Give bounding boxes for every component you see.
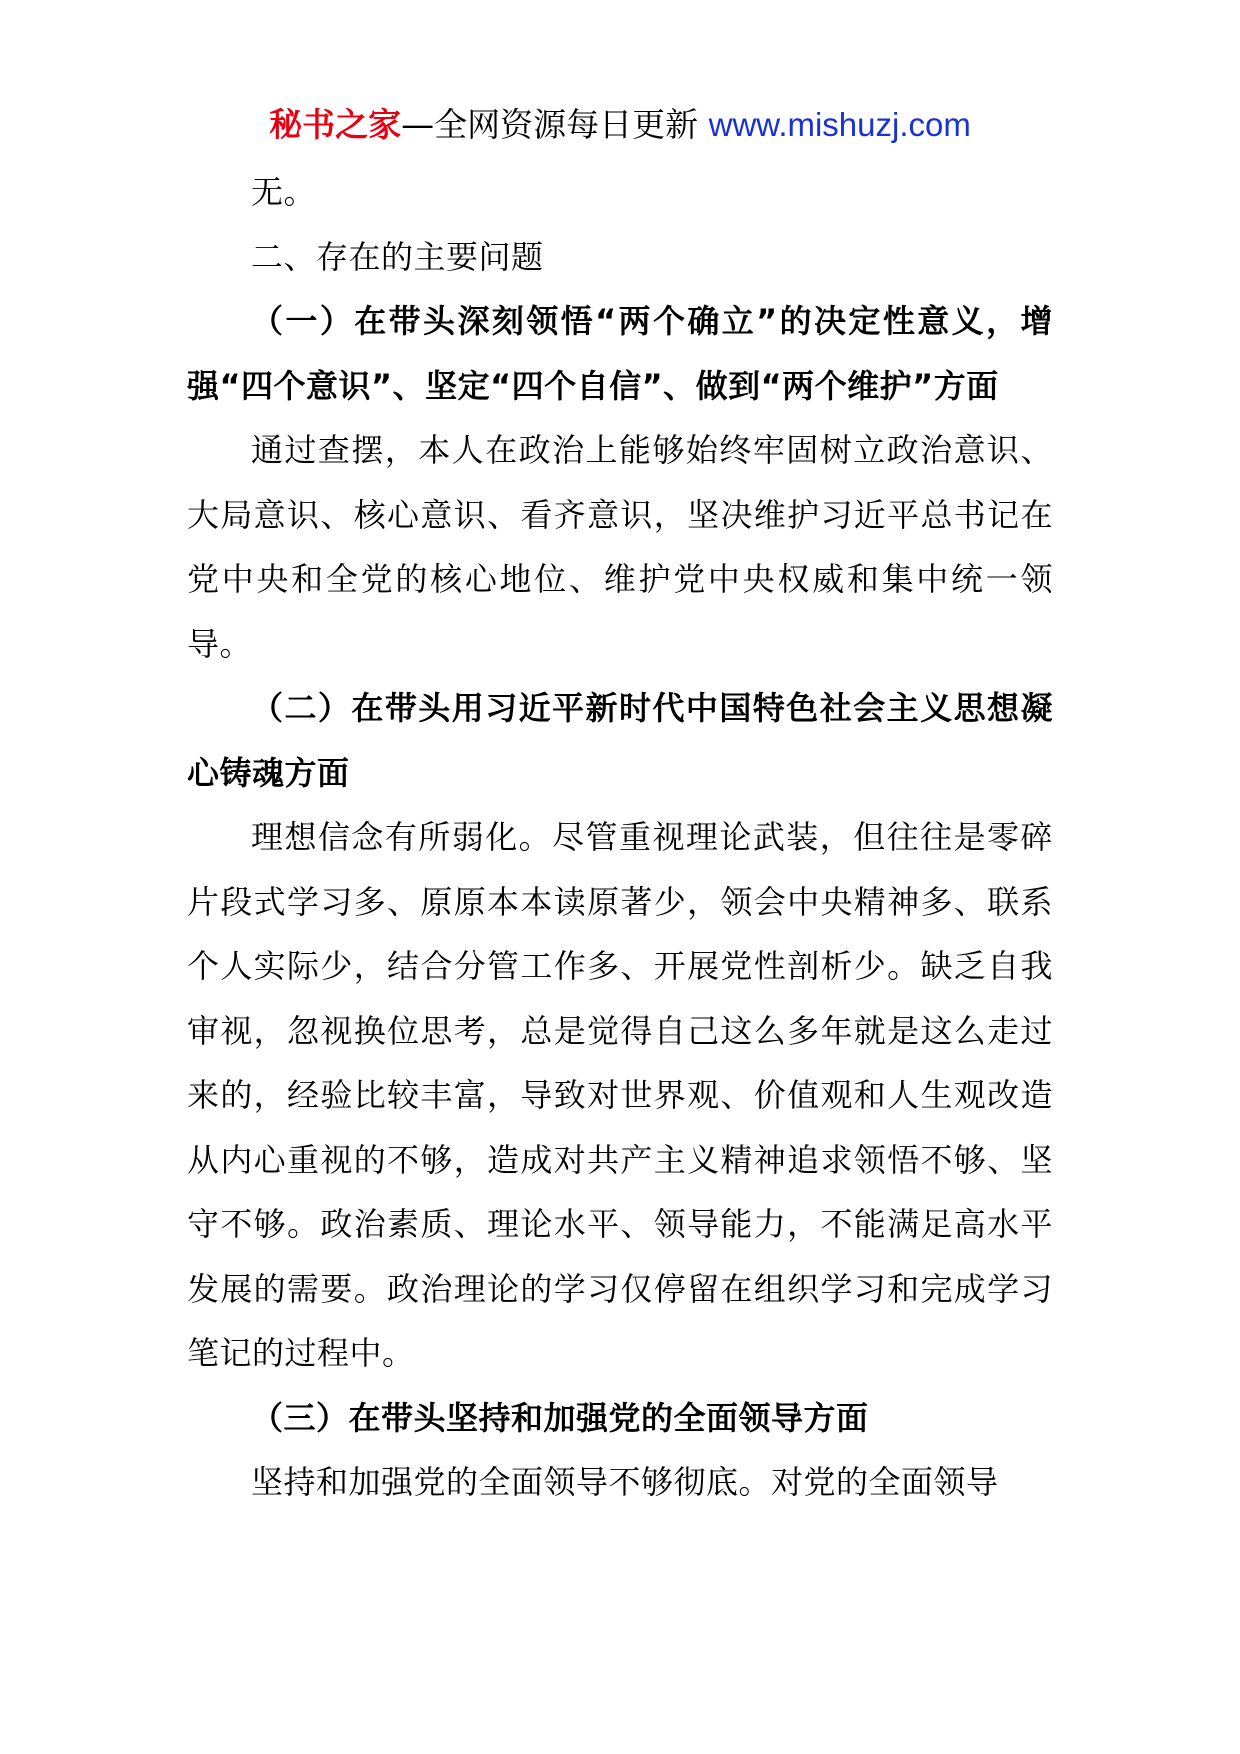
page-header: [0, 100, 1240, 150]
paragraph-none: 无。: [251, 173, 317, 211]
brand-name: 秘书之家: [269, 105, 402, 144]
site-url-link[interactable]: www.mishuzj.com: [708, 106, 971, 143]
paragraph-1: 通过查摆，本人在政治上能够始终牢固树立政治意识、大局意识、核心意识、看齐意识，坚决维护习近平总书记在党中央和全党的核心地位、维护党中央权威和集中统一领导。: [187, 431, 1053, 663]
paragraph-3: 坚持和加强党的全面领导不够彻底。对党的全面领导: [251, 1463, 999, 1501]
section-heading-main-problems: 二、存在的主要问题: [251, 237, 544, 276]
document-body: [187, 160, 1053, 1515]
header-tagline: —全网资源每日更新: [401, 105, 709, 144]
paragraph-2: 理想信念有所弱化。尽管重视理论武装，但往往是零碎片段式学习多、原原本本读原著少，领会中央精神多、联系个人实际少，结合分管工作多、开展党性剖析少。缺乏自我审视，忽视换位思考，总是觉得自己这么多年就是这么走过来的，经验比较丰富，导致对世界观、价值观和人生观改造从内心重视的不够，造成对共产主义精神追求领悟不够、坚守不够。政治素质、理论水平、领导能力，不能满足高水平发展的需要。政治理论的学习仅停留在组织学习和完成学习笔记的过程中。: [187, 818, 1053, 1372]
subsection-heading-3: （三）在带头坚持和加强党的全面领导方面: [251, 1398, 869, 1437]
subsection-heading-1: （一）在带头深刻领悟“两个确立”的决定性意义，增强“四个意识”、坚定“四个自信”、做到“两个维护”方面: [187, 302, 1053, 405]
subsection-heading-2: （二）在带头用习近平新时代中国特色社会主义思想凝心铸魂方面: [187, 689, 1053, 792]
